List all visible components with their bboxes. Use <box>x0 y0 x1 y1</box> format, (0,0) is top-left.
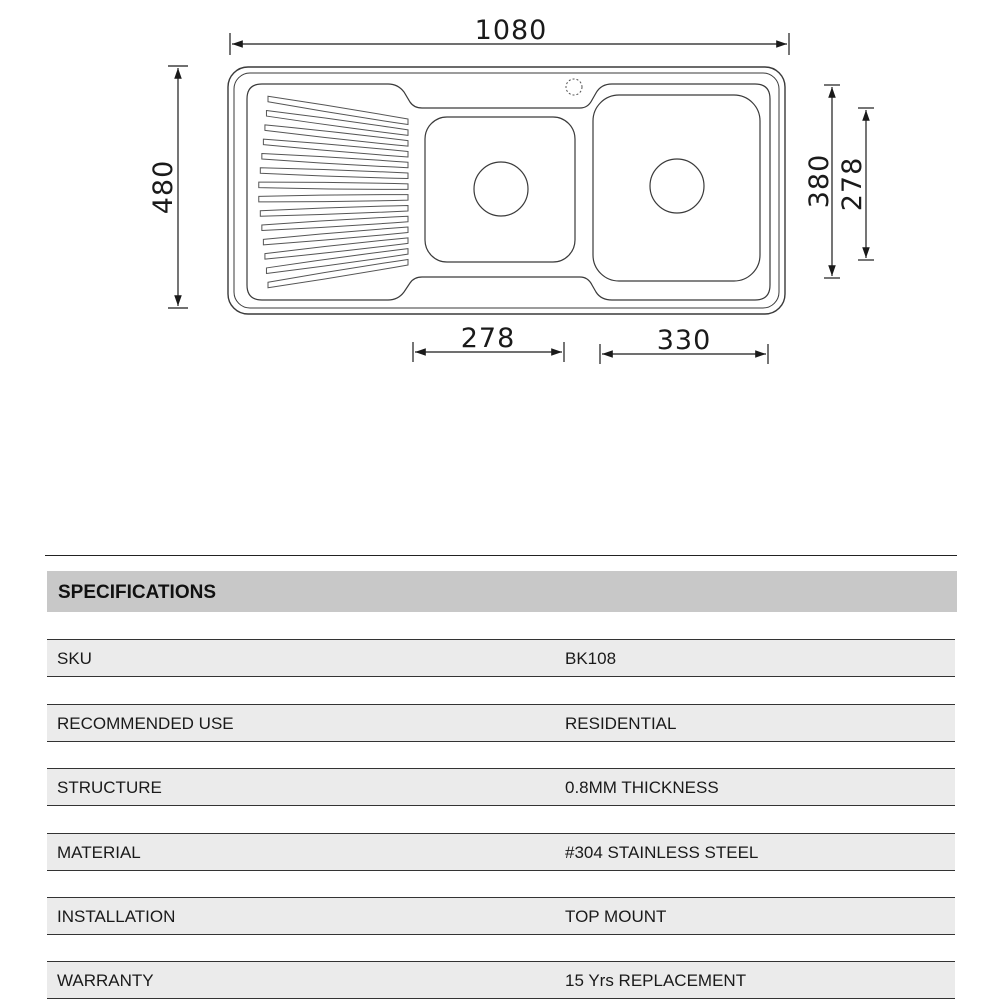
drainer-groove <box>266 111 408 136</box>
drainer-grooves <box>259 96 408 288</box>
dimension-label-large-bowl-width: 330 <box>656 325 712 356</box>
section-divider <box>45 555 957 556</box>
spec-value: #304 STAINLESS STEEL <box>565 843 759 862</box>
spec-row-warranty <box>47 961 955 999</box>
dimension-label-overall-depth: 480 <box>148 159 179 215</box>
spec-row-material <box>47 833 955 871</box>
spec-row-recommended-use <box>47 704 955 742</box>
tap-hole <box>566 79 582 95</box>
drainer-groove <box>265 238 408 259</box>
sink-technical-drawing <box>0 0 1000 400</box>
large-bowl-drain <box>650 159 704 213</box>
spec-label: STRUCTURE <box>57 778 162 797</box>
small-bowl-drain <box>474 162 528 216</box>
spec-value: RESIDENTIAL <box>565 714 677 733</box>
spec-row-structure <box>47 768 955 806</box>
spec-label: SKU <box>57 649 92 668</box>
spec-label: MATERIAL <box>57 843 141 862</box>
spec-value: BK108 <box>565 649 617 668</box>
drainer-groove <box>266 249 408 274</box>
drainer-groove <box>259 182 408 189</box>
small-bowl <box>425 117 575 262</box>
dimension-label-small-bowl-width: 278 <box>460 323 516 354</box>
dimension-label-overall-width: 1080 <box>474 15 548 46</box>
spec-label: WARRANTY <box>57 971 154 990</box>
drainer-groove <box>265 125 408 146</box>
dimension-label-bowl-inner-depth: 278 <box>837 156 868 212</box>
spec-value: 0.8MM THICKNESS <box>565 778 719 797</box>
spec-label: INSTALLATION <box>57 907 176 926</box>
drainer-groove <box>260 205 408 216</box>
spec-label: RECOMMENDED USE <box>57 714 234 733</box>
spec-row-sku <box>47 639 955 677</box>
drainer-groove <box>259 195 408 202</box>
spec-value: TOP MOUNT <box>565 907 667 926</box>
spec-value: 15 Yrs REPLACEMENT <box>565 971 747 990</box>
specifications-title: SPECIFICATIONS <box>58 582 216 603</box>
large-bowl <box>593 95 760 281</box>
dimension-label-bowl-outer-depth: 380 <box>804 153 835 209</box>
drainer-groove <box>260 168 408 179</box>
spec-row-installation <box>47 897 955 935</box>
specifications-header <box>47 571 957 612</box>
